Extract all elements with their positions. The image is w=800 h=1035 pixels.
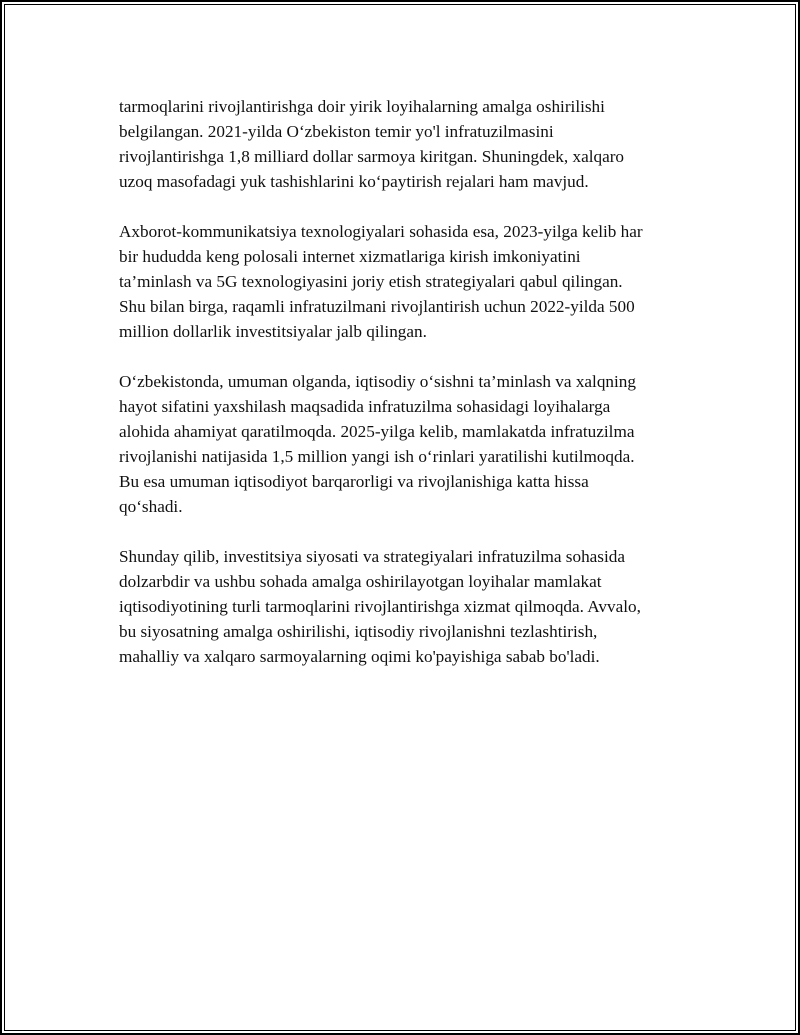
paragraph-ict: Axborot-kommunikatsiya texnologiyalari sohasida esa, 2023-yilga kelib har bir hududda keng polosali internet xizmatlariga kirish imkoniyatini ta’minlash va 5G texnologiyasini joriy etish strategiyalari qabul qilingan. Shu bilan birga, raqamli infratuzilmani rivojlantirish uchun 2022-yilda 500 million dollarlik investitsiyalar jalb qilingan. (119, 222, 643, 341)
document-body (119, 94, 699, 694)
paragraph-economy: O‘zbekistonda, umuman olganda, iqtisodiy o‘sishni ta’minlash va xalqning hayot sifatini yaxshilash maqsadida infratuzilma sohasidagi loyihalarga alohida ahamiyat qaratilmoqda. 2025-yilga kelib, mamlakatda infratuzilma rivojlanishi natijasida 1,5 million yangi ish o‘rinlari yaratilishi kutilmoqda. Bu esa umuman iqtisodiyot barqarorligi va rivojlanishiga katta hissa qo‘shadi. (119, 372, 636, 516)
paragraph-transport: tarmoqlarini rivojlantirishga doir yirik loyihalarning amalga oshirilishi belgilangan. 2021-yilda O‘zbekiston temir yo'l infratuzilmasini rivojlantirishga 1,8 milliard dollar sarmoya kiritgan. Shuningdek, xalqaro uzoq masofadagi yuk tashishlarini ko‘paytirish rejalari ham mavjud. (119, 97, 625, 191)
paragraph-conclusion: Shunday qilib, investitsiya siyosati va strategiyalari infratuzilma sohasida dolzarbdir va ushbu sohada amalga oshirilayotgan loyihalar mamlakat iqtisodiyotining turli tarmoqlarini rivojlantirishga xizmat qilmoqda. Avvalo, bu siyosatning amalga oshirilishi, iqtisodiy rivojlanishni tezlashtirish, mahalliy va xalqaro sarmoyalarning oqimi ko'payishiga sabab bo'ladi. (119, 547, 641, 666)
